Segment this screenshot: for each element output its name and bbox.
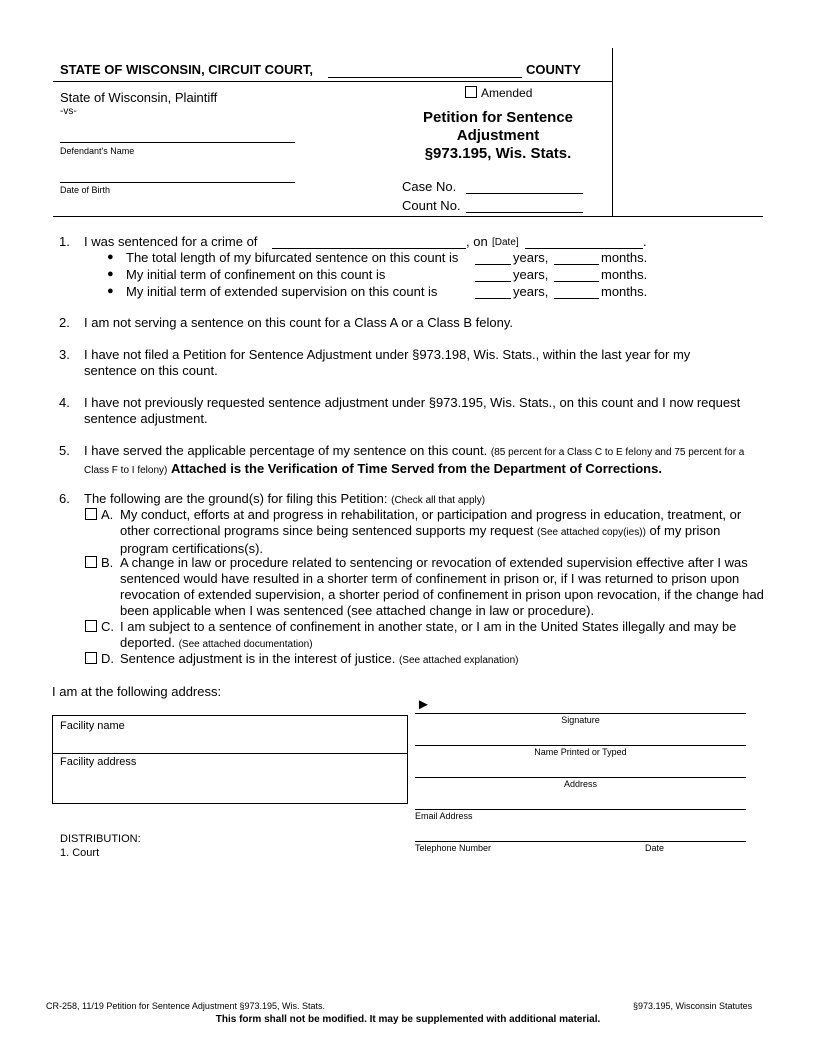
years-label: years, [513, 284, 549, 299]
item-5-attachment: Attached is the Verification of Time Served from the Department of Corrections. [170, 461, 662, 476]
item-5 [59, 443, 759, 479]
bullet-text: The total length of my bifurcated sentence on this count is [126, 250, 459, 265]
facility-name-field[interactable] [53, 716, 407, 753]
telephone-date-field[interactable] [415, 841, 746, 842]
email-field[interactable] [415, 809, 746, 810]
footer-form-id: CR-258, 11/19 Petition for Sentence Adjustment §973.195, Wis. Stats. [46, 1001, 325, 1011]
ground-c-checkbox[interactable] [85, 620, 97, 632]
form-title-line-1: Petition for Sentence [422, 109, 574, 126]
distribution-court: 1. Court [60, 847, 100, 859]
header-bottom-rule [53, 216, 763, 217]
footer-notice: This form shall not be modified. It may be supplemented with additional material. [215, 1014, 601, 1025]
item-1-text: I was sentenced for a crime of [84, 234, 258, 249]
signer-address-field[interactable] [415, 777, 746, 778]
item-6-number: 6. [59, 491, 70, 506]
ground-d-note: (See attached explanation) [398, 655, 519, 666]
item-5-note: (85 percent for a Class C to E felony and 75 percent for a Class F to I felony) [84, 447, 745, 476]
plaintiff-label: State of Wisconsin, Plaintiff [60, 90, 218, 105]
ground-a-tail: of my prison program certifications(s). [120, 523, 721, 556]
item-4 [59, 395, 759, 427]
ground-a-text: My conduct, efforts at and progress in rehabilitation, or participation and progress in education, treatment, or other correctional programs since being sentenced supports my request [120, 507, 742, 538]
footer-statute: §973.195, Wisconsin Statutes [633, 1001, 753, 1011]
printed-name-field[interactable] [415, 745, 746, 746]
item-4-text: I have not previously requested sentence adjustment under §973.195, Wis. Stats., on this count and I now request sentence adjustment. [84, 395, 741, 426]
ground-a-checkbox[interactable] [85, 508, 97, 520]
ground-option-b[interactable] [85, 555, 765, 619]
count-number-label: Count No. [402, 198, 461, 213]
ground-d-label: D. [101, 651, 114, 666]
months-field[interactable] [554, 264, 599, 265]
months-field[interactable] [554, 298, 599, 299]
distribution-title: DISTRIBUTION: [60, 833, 141, 845]
amended-checkbox-row[interactable] [465, 86, 532, 100]
address-intro: I am at the following address: [52, 684, 222, 699]
county-label: COUNTY [526, 62, 581, 77]
years-field[interactable] [475, 298, 511, 299]
months-field[interactable] [554, 281, 599, 282]
item-3 [59, 347, 759, 379]
case-number-label: Case No. [402, 179, 457, 194]
sentence-date-field[interactable] [525, 248, 643, 249]
item-3-number: 3. [59, 347, 70, 362]
years-label: years, [513, 267, 549, 282]
signer-address-label: Address [563, 779, 598, 789]
years-field[interactable] [475, 264, 511, 265]
amended-checkbox[interactable] [465, 86, 477, 98]
item-5-text: I have served the applicable percentage of my sentence on this count. [84, 443, 488, 458]
item-2-text: I am not serving a sentence on this count for a Class A or a Class B felony. [84, 315, 513, 330]
item-1-on: , on [466, 234, 488, 249]
ground-option-c[interactable] [85, 619, 765, 653]
months-label: months. [601, 250, 648, 265]
form-title-line-3: §973.195, Wis. Stats. [424, 145, 572, 162]
years-label: years, [513, 250, 549, 265]
bullet-text: My initial term of confinement on this count is [126, 267, 386, 282]
signature-arrow-icon: ► [416, 696, 431, 713]
years-field[interactable] [475, 281, 511, 282]
county-field[interactable] [328, 77, 522, 78]
court-name: STATE OF WISCONSIN, CIRCUIT COURT, [60, 62, 314, 77]
ground-option-a[interactable] [85, 507, 765, 557]
ground-a-label: A. [101, 507, 114, 522]
date-of-birth-label: Date of Birth [60, 185, 111, 195]
months-label: months. [601, 284, 648, 299]
telephone-label: Telephone Number [415, 843, 492, 853]
ground-d-checkbox[interactable] [85, 652, 97, 664]
facility-box [52, 715, 408, 804]
count-number-field[interactable] [466, 212, 583, 213]
bullet-text: My initial term of extended supervision on this count is [126, 284, 438, 299]
ground-b-label: B. [101, 555, 114, 570]
item-1-date-label: [Date] [492, 237, 519, 248]
email-label: Email Address [415, 811, 473, 821]
header-divider [53, 81, 613, 82]
header-vertical-divider [612, 48, 613, 216]
amended-label: Amended [481, 86, 533, 100]
printed-name-label: Name Printed or Typed [534, 747, 627, 757]
vs-label: -vs- [60, 106, 77, 117]
item-1-period: . [643, 234, 647, 249]
item-6-text: The following are the ground(s) for filing this Petition: [84, 491, 388, 506]
form-title [398, 109, 598, 163]
item-2-number: 2. [59, 315, 70, 330]
months-label: months. [601, 267, 648, 282]
item-3-text: I have not filed a Petition for Sentence Adjustment under §973.198, Wis. Stats., within the last year for my sentence on this count. [84, 347, 691, 378]
ground-c-note: (See attached documentation) [178, 639, 313, 650]
ground-d-text: Sentence adjustment is in the interest of justice. [120, 651, 396, 666]
item-5-number: 5. [59, 443, 70, 458]
facility-address-label: Facility address [60, 756, 137, 768]
item-6-note: (Check all that apply) [391, 495, 486, 506]
bullet-icon: ● [107, 268, 114, 280]
crime-field[interactable] [272, 248, 466, 249]
case-number-field[interactable] [466, 193, 583, 194]
ground-b-checkbox[interactable] [85, 556, 97, 568]
facility-address-field[interactable] [53, 754, 407, 804]
bullet-icon: ● [107, 251, 114, 263]
item-2 [59, 315, 759, 331]
ground-b-text: A change in law or procedure related to sentencing or revocation of extended supervision effective after I was sentenced would have resulted in a shorter term of confinement in prison or, if I was returned to prison upon revocation of extended supervision, a shorter period of confinement in prison upon revocation, if the change had been applicable when I was sentenced (see attached change in law or procedure). [120, 555, 764, 618]
ground-c-text: I am subject to a sentence of confinement in another state, or I am in the United States illegally and may be deported. [120, 619, 737, 650]
defendant-name-label: Defendant's Name [60, 146, 135, 156]
ground-c-label: C. [101, 619, 114, 634]
signature-label: Signature [561, 715, 600, 725]
item-4-number: 4. [59, 395, 70, 410]
item-1-number: 1. [59, 234, 70, 249]
ground-option-d[interactable] [85, 651, 765, 669]
facility-name-label: Facility name [60, 720, 125, 732]
form-title-line-2: Adjustment [456, 127, 540, 144]
bullet-icon: ● [107, 285, 114, 297]
defendant-name-field[interactable] [60, 142, 295, 143]
date-label: Date [645, 843, 665, 853]
ground-a-note: (See attached copy(ies)) [536, 527, 646, 538]
signature-field[interactable] [415, 713, 746, 714]
date-of-birth-field[interactable] [60, 182, 295, 183]
